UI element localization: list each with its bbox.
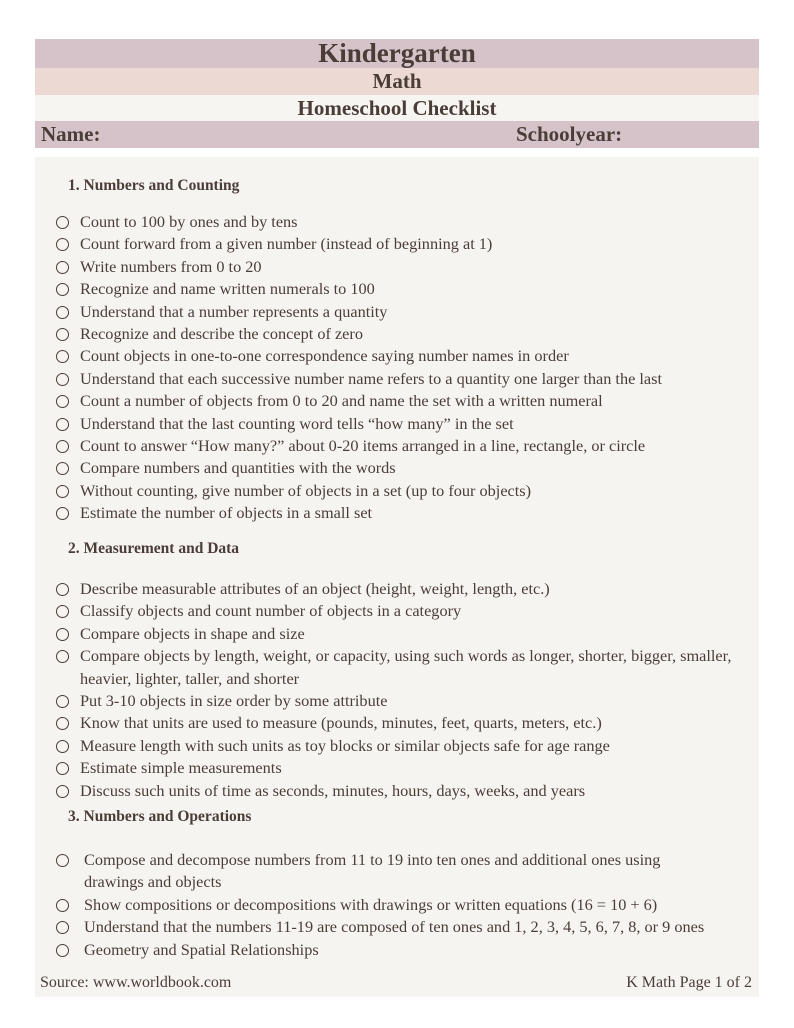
checklist-item[interactable]: [55, 435, 745, 457]
section-title: 1. Numbers and Counting: [68, 177, 240, 194]
checkbox-circle-icon[interactable]: [56, 216, 69, 229]
section-title: 3. Numbers and Operations: [68, 808, 252, 825]
checklist-item-label: Count objects in one-to-one correspondence saying number names in order: [80, 346, 569, 366]
checklist-item-label: Compare objects in shape and size: [80, 623, 305, 643]
checklist-item-label: Recognize and describe the concept of zero: [80, 324, 363, 344]
checkbox-circle-icon[interactable]: [56, 507, 69, 520]
checkbox-circle-icon[interactable]: [56, 650, 69, 663]
checklist-item[interactable]: [55, 849, 715, 894]
checklist-item-label: Compose and decompose numbers from 11 to 19 into ten ones and additional ones using drawings and objects: [84, 850, 661, 892]
checklist-item-label: Write numbers from 0 to 20: [80, 256, 262, 276]
checklist-item-label: Understand that a number represents a quantity: [80, 301, 388, 321]
checklist-item[interactable]: [55, 780, 745, 802]
title-banner: [35, 39, 759, 68]
checklist-item-label: Measure length with such units as toy blocks or similar objects safe for age range: [80, 735, 610, 755]
checkbox-circle-icon[interactable]: [56, 238, 69, 251]
checklist-item[interactable]: [55, 211, 745, 233]
checkbox-circle-icon[interactable]: [56, 283, 69, 296]
checkbox-circle-icon[interactable]: [56, 785, 69, 798]
name-row: [35, 121, 759, 148]
checklist-item-label: Count to answer “How many?” about 0-20 items arranged in a line, rectangle, or circle: [80, 436, 646, 456]
checkbox-circle-icon[interactable]: [56, 418, 69, 431]
checkbox-circle-icon[interactable]: [56, 485, 69, 498]
checklist-item[interactable]: [55, 645, 745, 690]
checkbox-circle-icon[interactable]: [56, 440, 69, 453]
checklist-item-label: Count a number of objects from 0 to 20 and name the set with a written numeral: [80, 391, 603, 411]
page-title: Kindergarten: [318, 38, 476, 68]
checklist-item[interactable]: [55, 368, 745, 390]
checklist-item-label: Count forward from a given number (instead of beginning at 1): [80, 234, 493, 254]
checklist-section-3: [55, 849, 715, 961]
checklist-item-label: Show compositions or decompositions with drawings or written equations (16 = 10 + 6): [84, 894, 658, 914]
subject-title: Math: [372, 69, 422, 93]
name-label: Name:: [41, 122, 101, 146]
checklist-item[interactable]: [55, 894, 715, 916]
checklist-item-label: Describe measurable attributes of an object (height, weight, length, etc.): [80, 579, 550, 598]
checkbox-circle-icon[interactable]: [56, 854, 69, 867]
checklist-item[interactable]: [55, 278, 745, 300]
checklist-item[interactable]: [55, 457, 745, 479]
subject-banner: [35, 68, 759, 95]
checklist-item[interactable]: [55, 345, 745, 367]
checklist-item[interactable]: [55, 735, 745, 757]
checklist-item-label: Compare objects by length, weight, or capacity, using such words as longer, shorter, bigger, smaller, heavier, lighter, taller, and shorter: [80, 646, 732, 688]
checklist-item[interactable]: [55, 690, 745, 712]
page-number: K Math Page 1 of 2: [626, 974, 752, 991]
checklist-item-label: Understand that each successive number name refers to a quantity one larger than the last: [80, 368, 662, 388]
source-footer: Source: www.worldbook.com: [40, 974, 232, 991]
checklist-section-1: [55, 211, 745, 525]
checklist-item-label: Geometry and Spatial Relationships: [84, 939, 319, 959]
checklist-item-label: Count to 100 by ones and by tens: [80, 212, 298, 231]
checkbox-circle-icon[interactable]: [56, 628, 69, 641]
checklist-item[interactable]: [55, 480, 745, 502]
checklist-item[interactable]: [55, 712, 745, 734]
checklist-item-label: Without counting, give number of objects in a set (up to four objects): [80, 480, 532, 500]
checkbox-circle-icon[interactable]: [56, 328, 69, 341]
checklist-item-label: Discuss such units of time as seconds, minutes, hours, days, weeks, and years: [80, 780, 586, 800]
checkbox-circle-icon[interactable]: [56, 261, 69, 274]
checklist-item-label: Put 3-10 objects in size order by some attribute: [80, 691, 388, 711]
checklist-item[interactable]: [55, 600, 745, 622]
checklist-item[interactable]: [55, 939, 715, 961]
checklist-item[interactable]: [55, 757, 745, 779]
checkbox-circle-icon[interactable]: [56, 740, 69, 753]
checkbox-circle-icon[interactable]: [56, 695, 69, 708]
checklist-section-2: [55, 578, 745, 802]
checklist-item-label: Know that units are used to measure (pounds, minutes, feet, quarts, meters, etc.): [80, 713, 602, 733]
checklist-panel: [35, 157, 759, 997]
checklist-item-label: Classify objects and count number of objects in a category: [80, 601, 462, 621]
checklist-item-label: Recognize and name written numerals to 100: [80, 279, 375, 299]
checkbox-circle-icon[interactable]: [56, 899, 69, 912]
checkbox-circle-icon[interactable]: [56, 921, 69, 934]
checkbox-circle-icon[interactable]: [56, 350, 69, 363]
checklist-item[interactable]: [55, 233, 745, 255]
checkbox-circle-icon[interactable]: [56, 717, 69, 730]
checklist-item[interactable]: [55, 413, 745, 435]
checklist-item[interactable]: [55, 502, 745, 524]
checklist-item[interactable]: [55, 390, 745, 412]
checklist-item-label: Compare numbers and quantities with the words: [80, 458, 396, 478]
checklist-item-label: Understand that the numbers 11-19 are composed of ten ones and 1, 2, 3, 4, 5, 6, 7, 8, or 9 ones: [84, 917, 705, 937]
subtitle: Homeschool Checklist: [297, 96, 497, 120]
subtitle-banner: [35, 95, 759, 121]
checkbox-circle-icon[interactable]: [56, 605, 69, 618]
checklist-item[interactable]: [55, 578, 745, 600]
checkbox-circle-icon[interactable]: [56, 373, 69, 386]
checkbox-circle-icon[interactable]: [56, 944, 69, 957]
checklist-item[interactable]: [55, 623, 745, 645]
checklist-item[interactable]: [55, 301, 745, 323]
checkbox-circle-icon[interactable]: [56, 762, 69, 775]
checkbox-circle-icon[interactable]: [56, 306, 69, 319]
checkbox-circle-icon[interactable]: [56, 583, 69, 596]
checklist-item-label: Understand that the last counting word tells “how many” in the set: [80, 413, 514, 433]
checkbox-circle-icon[interactable]: [56, 462, 69, 475]
checklist-item-label: Estimate simple measurements: [80, 758, 282, 778]
checklist-item[interactable]: [55, 256, 745, 278]
schoolyear-label: Schoolyear:: [516, 122, 623, 146]
checklist-item[interactable]: [55, 916, 715, 938]
checklist-item[interactable]: [55, 323, 745, 345]
section-title: 2. Measurement and Data: [68, 540, 240, 557]
checklist-item-label: Estimate the number of objects in a small set: [80, 503, 373, 523]
checkbox-circle-icon[interactable]: [56, 395, 69, 408]
